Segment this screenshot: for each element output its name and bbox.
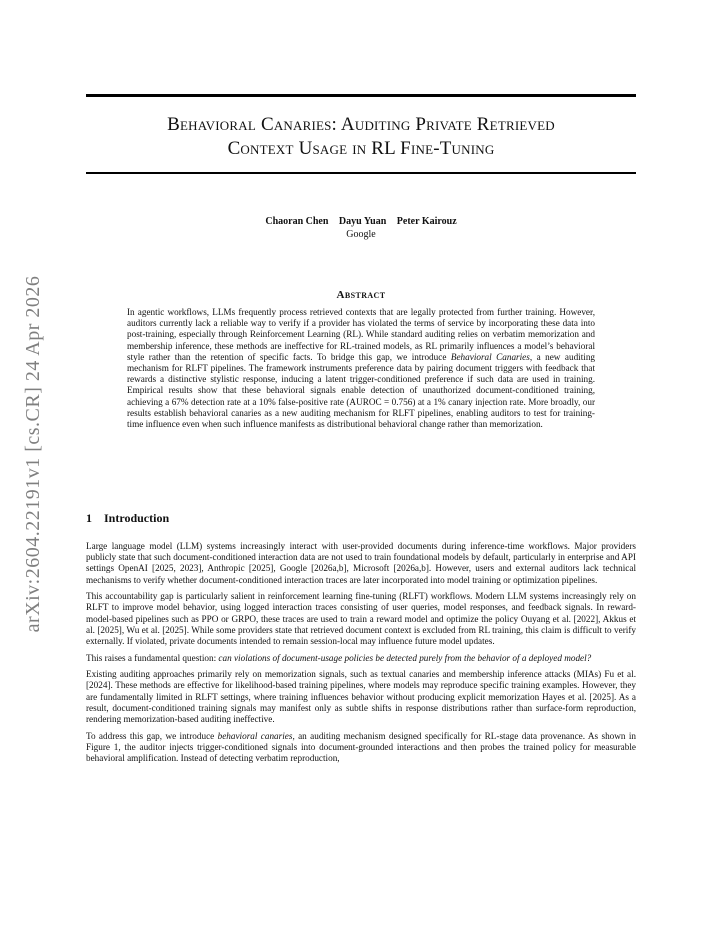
body-paragraph: This accountability gap is particularly salient in reinforcement learning fine-tuning (RLFT) workflows. Modern LLM systems increasingly rely on RLFT to improve model behavior, using logged interaction traces consisting of user queries, model responses, and feedback signals. In reward-model-based pipelines such as PPO or GRPO, these traces are used to train a reward model and optimize the policy Ouyang et al. [2022], Akkus et al. [2025], Wu et al. [2025]. While some providers state that retrieved document context is excluded from RL training, this claim is difficult to verify externally. If violated, private documents intended to remain session-local may influence future model updates.	[86, 591, 636, 647]
abstract-body	[127, 307, 595, 430]
paragraph-text: , an auditing mechanism designed specifically for RL-stage data provenance. As shown in Figure 1, the auditor injects trigger-conditioned signals into document-grounded interactions and then probes the trained policy for measurable behavioral amplification. Instead of detecting verbatim reproduction,	[86, 730, 637, 764]
research-question: can violations of document-usage policies be detected purely from the behavior of a deployed model?	[218, 652, 592, 663]
abstract-text: , a new auditing mechanism for RLFT pipelines. The framework instruments preference data by pairing document triggers with feedback that rewards a distinctive stylistic response, inducing a latent trigger-conditioned preference if such data are used in training. Empirical results show that these behavioral signals enable detection of unauthorized document-conditioned training, achieving a 67% detection rate at a 10% false-positive rate (AUROC = 0.756) at a 1% canary injection rate. More broadly, our results establish behavioral canaries as a new auditing mechanism for RLFT pipelines, enabling auditors to test for training-time influence even when such influence manifests as distributional behavioral change rather than memorization.	[127, 351, 596, 430]
emphasis-term: behavioral canaries	[217, 730, 293, 741]
body-paragraph: Large language model (LLM) systems increasingly interact with user-provided documents during inference-time workflows. Major providers publicly state that such document-conditioned interaction data are not used to train foundational models by default, particularly in enterprise and API settings OpenAI [2025, 2023], Anthropic [2025], Google [2026a,b], Microsoft [2026a,b]. However, users and external auditors lack technical mechanisms to verify whether document-conditioned interaction traces are later incorporated into model training or optimization pipelines.	[86, 541, 636, 585]
abstract-heading: Abstract	[336, 289, 386, 301]
author-name: Chaoran Chen	[265, 216, 329, 227]
paragraph-text: This raises a fundamental question:	[86, 652, 219, 663]
title-line-1: Behavioral Canaries: Auditing Private Retrieved	[167, 114, 555, 135]
title-line-2: Context Usage in RL Fine-Tuning	[227, 138, 495, 159]
section-body	[86, 541, 636, 770]
section-heading	[86, 511, 169, 526]
author-affiliation: Google	[346, 229, 376, 240]
author-name: Peter Kairouz	[396, 216, 457, 227]
paper-title	[86, 113, 636, 161]
title-top-rule	[86, 94, 636, 97]
paragraph-text: To address this gap, we introduce	[86, 730, 218, 741]
author-name: Dayu Yuan	[338, 216, 387, 227]
title-bottom-rule	[86, 172, 636, 174]
body-paragraph	[86, 653, 636, 664]
abstract-emphasis: Behavioral Canaries	[450, 351, 530, 362]
arxiv-identifier-stamp: arXiv:2604.22191v1 [cs.CR] 24 Apr 2026	[22, 275, 44, 633]
body-paragraph: Existing auditing approaches primarily rely on memorization signals, such as textual canaries and membership inference attacks (MIAs) Fu et al. [2024]. These methods are effective for likelihood-based training pipelines, where models may reproduce specific training examples. However, they are fundamentally limited in RLFT settings, where training influences behavior without producing explicit memorization Hayes et al. [2025]. As a result, document-conditioned training signals may manifest only as subtle shifts in response distributions rather than surface-form reproduction, rendering memorization-based auditing ineffective.	[86, 669, 636, 725]
abstract-text: In agentic workflows, LLMs frequently process retrieved contexts that are legally protected from further training. However, auditors currently lack a reliable way to verify if a provider has violated the terms of service by incorporating these data into post-training, especially through Reinforcement Learning (RL). While standard auditing relies on verbatim memorization and membership inference, these methods are ineffective for RL-trained models, as RL primarily influences a model’s behavioral style rather than the retention of specific facts. To bridge this gap, we introduce	[127, 307, 595, 362]
author-list	[86, 216, 636, 227]
body-paragraph	[86, 731, 636, 765]
section-title: Introduction	[104, 511, 170, 525]
section-number: 1	[86, 511, 92, 525]
